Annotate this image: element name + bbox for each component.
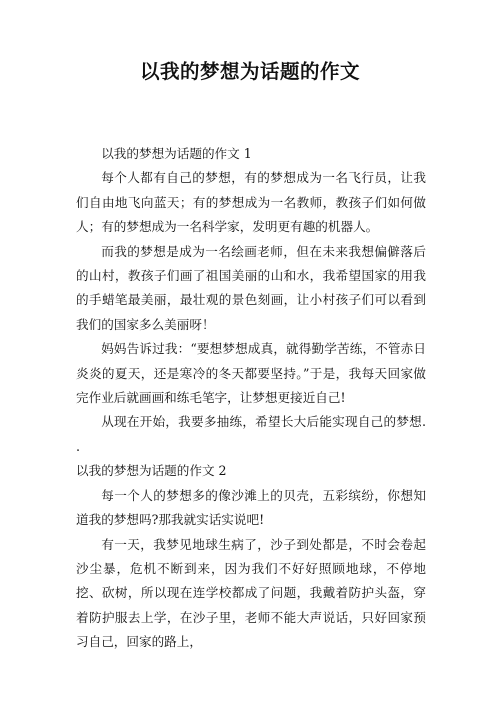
paragraph: 每个人都有自己的梦想，有的梦想成为一名飞行员，让我们自由地飞向蓝天；有的梦想成为一名教师，教孩子们如何做人；有的梦想成为一名科学家，发明更有趣的机器人。 xyxy=(76,170,426,235)
paragraph: 有一天，我梦见地球生病了，沙子到处都是，不时会卷起沙尘暴，危机不断到来，因为我们不好好照顾地球，不停地挖、砍树，所以现在连学校都成了问题，我戴着防护头盔，穿着防护服去上学，在沙子里，老师不能大声说话，只好回家预习自己，回家的路上， xyxy=(76,536,426,650)
paragraph: 妈妈告诉过我：“要想梦想成真，就得勤学苦练，不管赤日炎炎的夏天，还是寒冷的冬天都要坚持。”于是，我每天回家做完作业后就画画和练毛笔字，让梦想更接近自己! xyxy=(76,341,426,406)
paragraph: 从现在开始，我要多抽练，希望长大后能实现自己的梦想. . xyxy=(76,414,426,454)
document-body xyxy=(76,142,426,655)
paragraph: 每一个人的梦想多的像沙滩上的贝壳，五彩缤纷，你想知道我的梦想吗?那我就实话实说吧! xyxy=(76,487,426,528)
document-title: 以我的梦想为话题的作文 xyxy=(139,60,360,83)
paragraph-essay-2-heading: 以我的梦想为话题的作文 2 xyxy=(76,463,227,479)
paragraph-essay-1-heading: 以我的梦想为话题的作文 1 xyxy=(101,146,252,161)
paragraph: 而我的梦想是成为一名绘画老师，但在未来我想偏僻落后的山村，教孩子们画了祖国美丽的山和水，我希望国家的用我的手蜡笔最美丽，最壮观的景色刻画，让小村孩子们可以看到我们的国家多么美丽呀！ xyxy=(76,243,426,332)
